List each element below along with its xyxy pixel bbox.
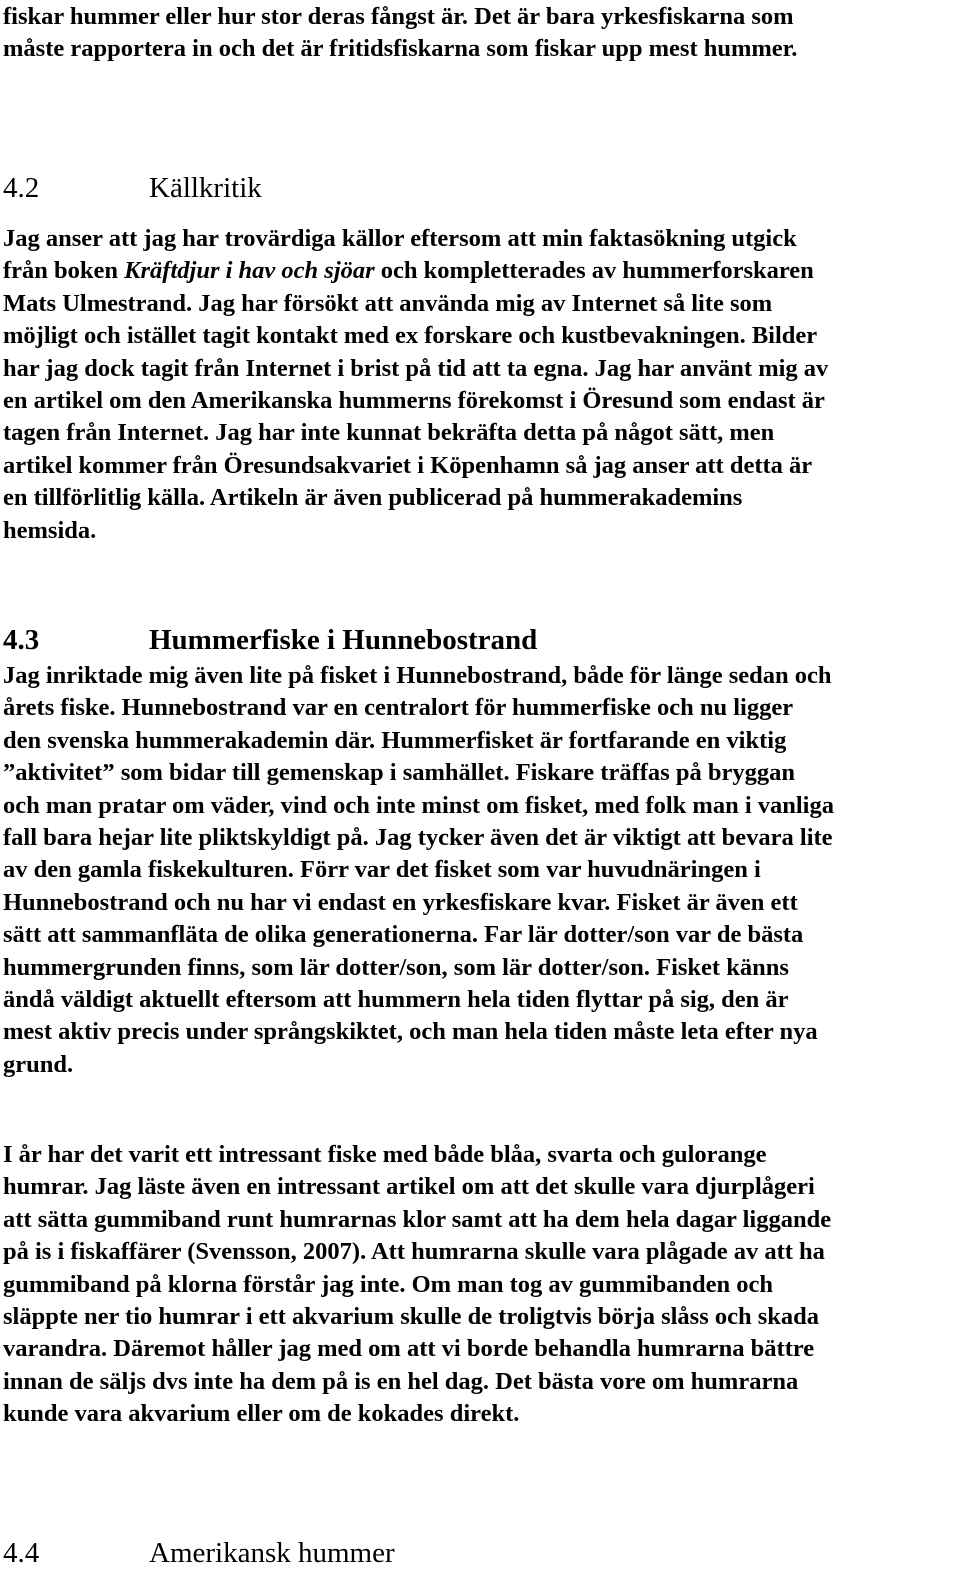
- text-line: hemsida.: [3, 516, 97, 544]
- text-line: släppte ner tio humrar i ett akvarium skulle de troligtvis börja slåss och skada: [3, 1303, 820, 1331]
- section-heading-4-2: [3, 170, 262, 206]
- paragraph-kallkritik: [3, 223, 959, 547]
- section-heading-4-4: [3, 1535, 395, 1571]
- text-fragment: och kompletterades av hummerforskaren: [374, 257, 814, 285]
- text-line: årets fiske. Hunnebostrand var en centralort för hummerfiske och nu ligger: [3, 694, 794, 722]
- text-line: grund.: [3, 1050, 74, 1078]
- paragraph-intro: [3, 1, 959, 66]
- text-line: möjligt och istället tagit kontakt med ex forskare och kustbevakningen. Bilder: [3, 322, 818, 350]
- text-line: innan de säljs dvs inte ha dem på is en hel dag. Det bästa vore om humrarna: [3, 1367, 799, 1395]
- text-line: Hunnebostrand och nu har vi endast en yrkesfiskare kvar. Fisket är även ett: [3, 888, 798, 916]
- book-title: Kräftdjur i hav och sjöar: [124, 257, 375, 285]
- text-line: har jag dock tagit från Internet i brist på tid att ta egna. Jag har använt mig av: [3, 354, 829, 382]
- text-line: sätt att sammanfläta de olika generationerna. Far lär dotter/son var de bästa: [3, 921, 804, 949]
- text-line: en tillförlitlig källa. Artikeln är även publicerad på hummerakademins: [3, 484, 743, 512]
- paragraph-hummerfiske: [3, 660, 959, 1081]
- text-line: artikel kommer från Öresundsakvariet i Köpenhamn så jag anser att detta är: [3, 451, 813, 479]
- section-number: 4.4: [3, 1537, 40, 1569]
- text-line: på is i fiskaffärer (Svensson, 2007). Att humrarna skulle vara plågade av att ha: [3, 1238, 825, 1266]
- text-line: av den gamla fiskekulturen. Förr var det fisket som var huvudnäringen i: [3, 856, 761, 884]
- text-line: ”aktivitet” som bidar till gemenskap i samhället. Fiskare träffas på bryggan: [3, 759, 795, 787]
- text-line: humrar. Jag läste även en intressant artikel om att det skulle vara djurplågeri: [3, 1173, 815, 1201]
- text-line: hummergrunden finns, som lär dotter/son, som lär dotter/son. Fisket känns: [3, 953, 789, 981]
- text-line: fall bara hejar lite pliktskyldigt på. Jag tycker även det är viktigt att bevara lite: [3, 824, 833, 852]
- section-heading-4-3: [3, 622, 537, 658]
- text-line: kunde vara akvarium eller om de kokades direkt.: [3, 1400, 520, 1428]
- text-line: den svenska hummerakademin där. Hummerfisket är fortfarande en viktig: [3, 726, 787, 754]
- text-line: ändå väldigt aktuellt eftersom att hummern hela tiden flyttar på sig, den är: [3, 986, 789, 1014]
- section-number: 4.3: [3, 624, 40, 656]
- section-title: Källkritik: [149, 172, 262, 204]
- section-title: Hummerfiske i Hunnebostrand: [149, 624, 538, 656]
- text-line: varandra. Däremot håller jag med om att vi borde behandla humrarna bättre: [3, 1335, 815, 1363]
- text-line: gummiband på klorna förstår jag inte. Om man tog av gummibanden och: [3, 1270, 774, 1298]
- text-line: en artikel om den Amerikanska hummerns förekomst i Öresund som endast är: [3, 387, 825, 415]
- paragraph-humrar: [3, 1139, 959, 1431]
- text-line: mest aktiv precis under språngskiktet, och man hela tiden måste leta efter nya: [3, 1018, 818, 1046]
- text-line: Jag anser att jag har trovärdiga källor eftersom att min faktasökning utgick: [3, 225, 797, 252]
- text-line: Mats Ulmestrand. Jag har försökt att använda mig av Internet så lite som: [3, 289, 773, 317]
- text-line: [3, 255, 959, 287]
- text-line: måste rapportera in och det är fritidsfiskarna som fiskar upp mest hummer.: [3, 35, 798, 63]
- text-line: Jag inriktade mig även lite på fisket i Hunnebostrand, både för länge sedan och: [3, 662, 832, 689]
- section-title: Amerikansk hummer: [149, 1537, 395, 1569]
- text-line: fiskar hummer eller hur stor deras fångst är. Det är bara yrkesfiskarna som: [3, 3, 794, 30]
- text-line: I år har det varit ett intressant fiske med både blåa, svarta och gulorange: [3, 1141, 767, 1168]
- section-number: 4.2: [3, 172, 40, 204]
- text-fragment: från boken: [3, 257, 125, 285]
- text-line: tagen från Internet. Jag har inte kunnat bekräfta detta på något sätt, men: [3, 419, 775, 447]
- text-line: att sätta gummiband runt humrarnas klor samt att ha dem hela dagar liggande: [3, 1205, 832, 1233]
- text-line: och man pratar om väder, vind och inte minst om fisket, med folk man i vanliga: [3, 791, 834, 819]
